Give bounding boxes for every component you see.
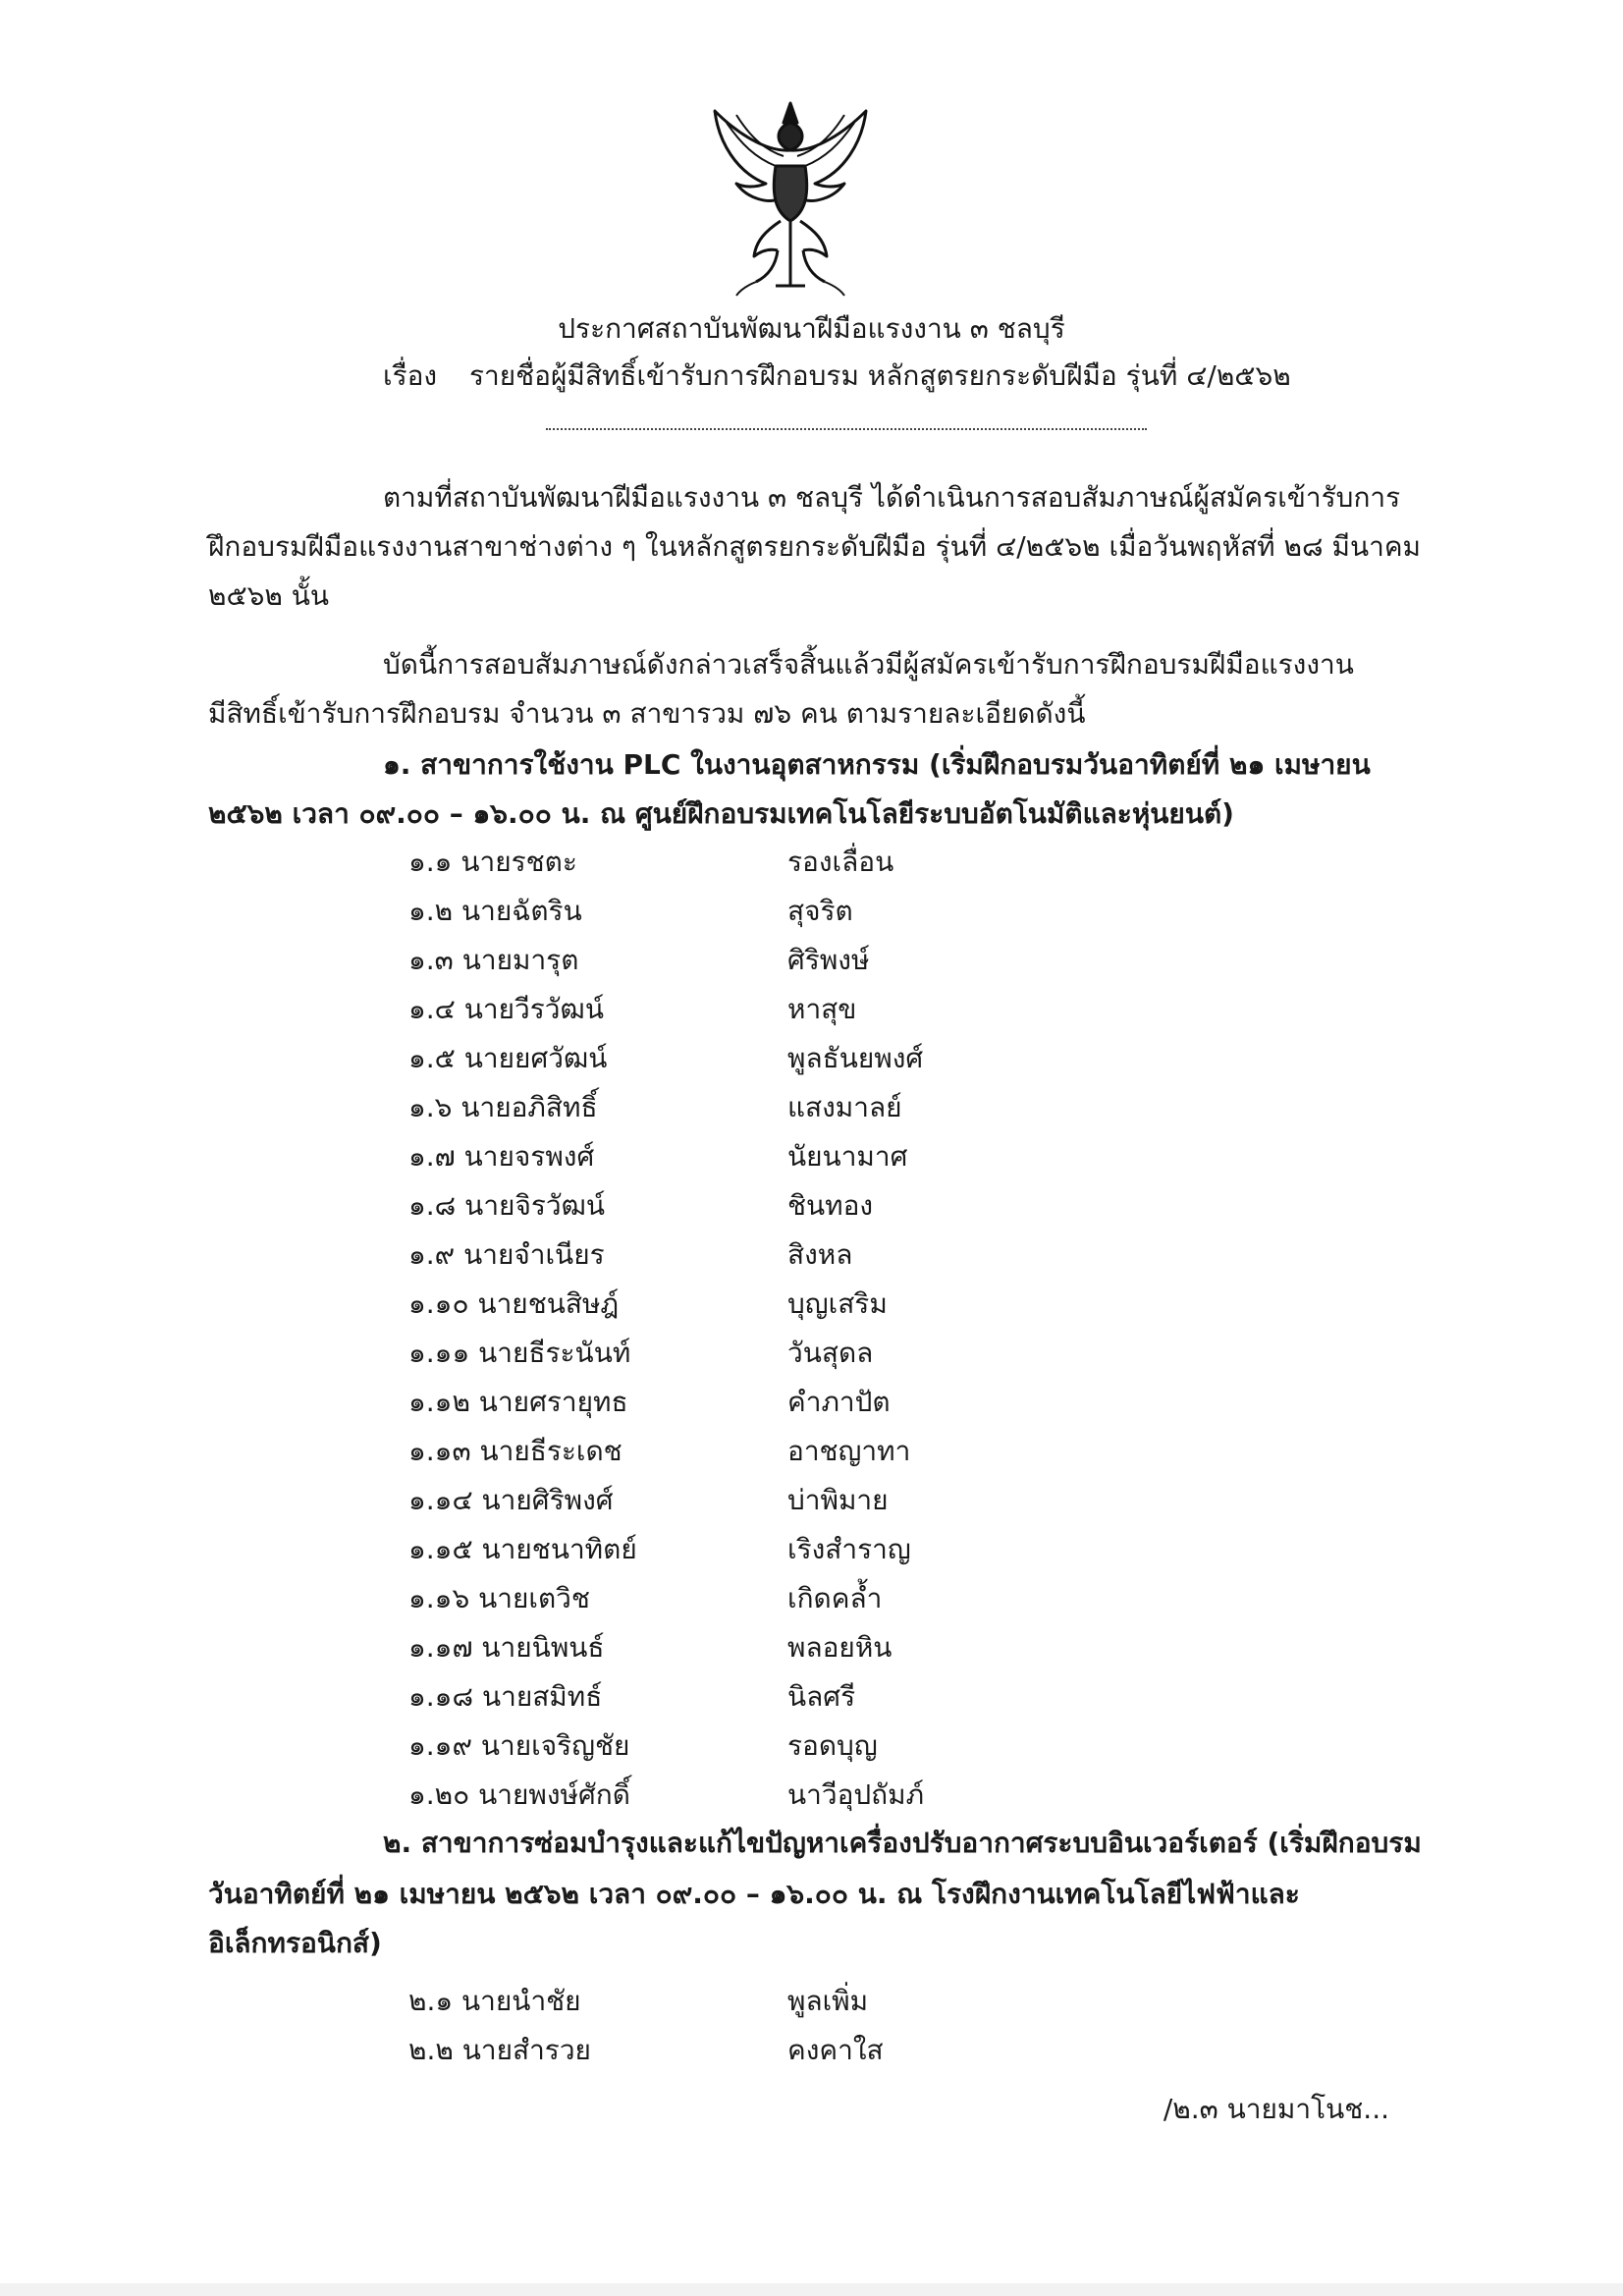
- given-name: ๑.๖ นายอภิสิทธิ์: [408, 1091, 598, 1123]
- surname: สุจริต: [787, 895, 853, 927]
- name-row: [408, 1137, 1017, 1176]
- name-row: [408, 1383, 1017, 1422]
- name-row: [408, 1285, 1017, 1324]
- surname: วันสุดล: [787, 1337, 874, 1369]
- name-row: [408, 892, 1017, 931]
- surname: พูลเพิ่ม: [787, 1985, 869, 2017]
- surname: รอดบุญ: [787, 1729, 878, 1762]
- given-name: ๑.๑ นายรชตะ: [408, 846, 577, 878]
- given-name: ๑.๘ นายจิรวัฒน์: [408, 1189, 606, 1222]
- announcement-title: ประกาศสถาบันพัฒนาฝีมือแรงงาน ๓ ชลบุรี: [558, 312, 1065, 345]
- given-name: ๒.๒ นายสำรวย: [408, 2034, 591, 2066]
- surname: คำภาปัต: [787, 1386, 891, 1418]
- section2-heading: วันอาทิตย์ที่ ๒๑ เมษายน ๒๕๖๒ เวลา ๐๙.๐๐ – ๑๖.๐๐ น. ณ โรงฝึกงานเทคโนโลยีไฟฟ้าและ: [208, 1878, 1300, 1910]
- para2-line: บัดนี้การสอบสัมภาษณ์ดังกล่าวเสร็จสิ้นแล้วมีผู้สมัครเข้ารับการฝึกอบรมฝีมือแรงงาน: [383, 648, 1354, 681]
- surname: บ่าพิมาย: [787, 1484, 889, 1516]
- surname: ชินทอง: [787, 1189, 874, 1222]
- given-name: ๑.๒๐ นายพงษ์ศักดิ์: [408, 1778, 630, 1811]
- garuda-emblem: [697, 93, 884, 300]
- surname: นิลศรี: [787, 1680, 856, 1713]
- surname: พลอยหิน: [787, 1631, 893, 1664]
- name-row: [408, 1530, 1017, 1569]
- name-row: [408, 843, 1017, 882]
- given-name: ๑.๙ นายจำเนียร: [408, 1238, 605, 1271]
- given-name: ๑.๑๑ นายธีระนันท์: [408, 1337, 631, 1369]
- name-row: [408, 1481, 1017, 1520]
- name-row: [408, 2031, 1017, 2070]
- surname: สิงหล: [787, 1238, 853, 1271]
- given-name: ๑.๒ นายฉัตริน: [408, 895, 582, 927]
- name-row: [408, 1235, 1017, 1275]
- given-name: ๑.๔ นายวีรวัฒน์: [408, 993, 604, 1025]
- para2-line: มีสิทธิ์เข้ารับการฝึกอบรม จำนวน ๓ สาขารวม ๗๖ คน ตามรายละเอียดดังนี้: [208, 697, 1086, 730]
- name-row: [408, 1334, 1017, 1373]
- given-name: ๑.๑๖ นายเตวิช: [408, 1582, 590, 1614]
- surname: เริงสำราญ: [787, 1533, 911, 1565]
- given-name: ๑.๑๙ นายเจริญชัย: [408, 1729, 630, 1762]
- name-row: [408, 1726, 1017, 1766]
- para1-line: ฝึกอบรมฝีมือแรงงานสาขาช่างต่าง ๆ ในหลักสูตรยกระดับฝีมือ รุ่นที่ ๔/๒๕๖๒ เมื่อวันพฤหัสที่ ๒๘ มีนาคม: [208, 530, 1422, 563]
- name-row: [408, 990, 1017, 1029]
- name-row: [408, 1088, 1017, 1127]
- surname: นาวีอุปถัมภ์: [787, 1778, 925, 1811]
- surname: นัยนามาศ: [787, 1140, 908, 1173]
- scan-bottom-edge: [0, 2283, 1623, 2296]
- surname: เกิดคล้ำ: [787, 1582, 883, 1614]
- section1-heading: ๑. สาขาการใช้งาน PLC ในงานอุตสาหกรรม (เริ่มฝึกอบรมวันอาทิตย์ที่ ๒๑ เมษายน: [383, 748, 1371, 781]
- name-row: [408, 1628, 1017, 1667]
- para1-line: ตามที่สถาบันพัฒนาฝีมือแรงงาน ๓ ชลบุรี ได้ดำเนินการสอบสัมภาษณ์ผู้สมัครเข้ารับการ: [383, 481, 1401, 514]
- name-row: [408, 1186, 1017, 1226]
- surname: ศิริพงษ์: [787, 944, 870, 976]
- given-name: ๑.๑๒ นายศรายุทธ: [408, 1386, 628, 1418]
- given-name: ๑.๑๔ นายศิริพงศ์: [408, 1484, 614, 1516]
- section2-heading: ๒. สาขาการซ่อมบำรุงและแก้ไขปัญหาเครื่องปรับอากาศระบบอินเวอร์เตอร์ (เริ่มฝึกอบรม: [383, 1827, 1422, 1859]
- surname: หาสุข: [787, 993, 857, 1025]
- surname: อาชญาทา: [787, 1435, 911, 1467]
- section2-heading: อิเล็กทรอนิกส์): [208, 1927, 382, 1959]
- name-row: [408, 1982, 1017, 2021]
- dotted-separator: [546, 428, 1147, 430]
- name-row: [408, 1039, 1017, 1078]
- surname: พูลธันยพงศ์: [787, 1042, 924, 1074]
- given-name: ๑.๗ นายจรพงศ์: [408, 1140, 595, 1173]
- continuation-note: /๒.๓ นายมาโนช...: [1163, 2093, 1389, 2125]
- given-name: ๑.๓ นายมารุต: [408, 944, 579, 976]
- surname: คงคาใส: [787, 2034, 884, 2066]
- subject-text: รายชื่อผู้มีสิทธิ์เข้ารับการฝึกอบรม หลักสูตรยกระดับฝีมือ รุ่นที่ ๔/๒๕๖๒: [469, 359, 1291, 392]
- name-row: [408, 941, 1017, 980]
- given-name: ๑.๑๘ นายสมิทธ์: [408, 1680, 603, 1713]
- given-name: ๑.๑๕ นายชนาทิตย์: [408, 1533, 637, 1565]
- given-name: ๒.๑ นายนำชัย: [408, 1985, 581, 2017]
- surname: บุญเสริม: [787, 1287, 888, 1320]
- section1-heading: ๒๕๖๒ เวลา ๐๙.๐๐ – ๑๖.๐๐ น. ณ ศูนย์ฝึกอบรมเทคโนโลยีระบบอัตโนมัติและหุ่นยนต์): [208, 797, 1234, 830]
- name-row: [408, 1776, 1017, 1815]
- name-row: [408, 1432, 1017, 1471]
- name-row: [408, 1677, 1017, 1717]
- surname: แสงมาลย์: [787, 1091, 902, 1123]
- subject-label: เรื่อง: [383, 359, 438, 392]
- given-name: ๑.๑๓ นายธีระเดช: [408, 1435, 622, 1467]
- surname: รองเลื่อน: [787, 846, 894, 878]
- name-row: [408, 1579, 1017, 1618]
- given-name: ๑.๑๗ นายนิพนธ์: [408, 1631, 605, 1664]
- given-name: ๑.๑๐ นายชนสิษฎ์: [408, 1287, 620, 1320]
- given-name: ๑.๕ นายยศวัฒน์: [408, 1042, 608, 1074]
- para1-line: ๒๕๖๒ นั้น: [208, 579, 330, 612]
